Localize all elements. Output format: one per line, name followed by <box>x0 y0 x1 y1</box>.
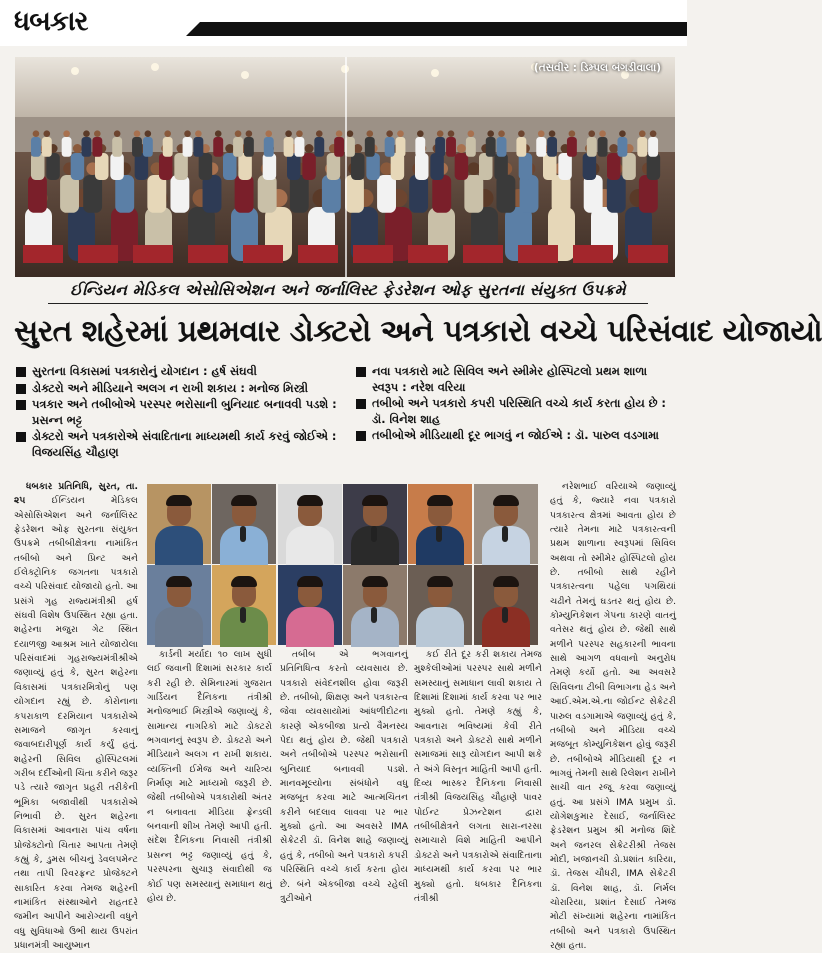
column-text: તબીબ એ ભગવાનનું પ્રતિનિધિત્વ કરતો વ્યવસાય છે. પત્રકારો સંવેદનશીલ હોવા જરૂરી છે. તબીબો, શિક્ષણ અને પત્રકારત્વ જેવા વ્યવસાયોમાં આંધળીદોટના કારણે એકબીજા પ્રત્યે વૈમનસ્ય પેદા થતું હોય છે. જેથી પત્રકારો અને તબીબોએ પરસ્પર ભરોસાની બુનિયાદ બનાવવી પડશે. માનવમૂલ્યોના સંબંધોને વધુ મજબૂત કરવા માટે આત્મચિંતન કરીને બદલાવ લાવવા પર ભાર મુક્યો હતો. આ અવસરે IMA સેક્રેટરી ડૉ. વિનેશ શાહે જણાવ્યું હતું કે, તબીબો અને પત્રકારો કપરી પરિસ્થિતિ વચ્ચે કાર્ય કરતા હોય છે. બંને એકબીજા વચ્ચે રહેલી ત્રુટીઓને <box>280 649 408 904</box>
column-text: કઈ રીતે દૂર કરી શકાય તેમજ મુશ્કેલીઓમાં પરસ્પર સાથે મળીને સમસ્યાનું સમાધાન લાવી શકાય તે દિશામાં દિશામાં કાર્ય કરવા પર ભાર મુક્યો હતો. તેમણે કહ્યું કે, આવનારા ભવિષ્યમાં કેવી રીતે પત્રકારો અને ડોક્ટરો સાથે મળીને સમાજમાં સારૂ યોગદાન આપી શકે તે અંગે વિસ્તૃત માહિતી આપી હતી. દિવ્ય ભાસ્કર દૈનિકના નિવાસી તંત્રીશ્રી વિજયસિંહ ચૌહાણે પાવર પોઈન્ટ પ્રેઝન્ટેશન દ્વારા તબીબીક્ષેત્રને લગતા સારા-નરસા સમાચારો વિશે માહિતી આપીને ડોક્ટરો અને પત્રકારોએ સંવાદિતાના માધ્યમથી કાર્ય કરવા પર ભાર મુક્યો હતો. ધબકાર દૈનિકના તંત્રીશ્રી <box>414 649 542 904</box>
speaker-portrait-grid <box>147 484 539 646</box>
quote-bullet: ડોક્ટરો અને પત્રકારોએ સંવાદિતાના માધ્યમથી કાર્ય કરવું જોઈએ : વિજયસિંહ ચૌહાણ <box>14 429 344 460</box>
column-text: ઈન્ડિયન મેડિકલ એસોસિએશન અને જર્નાલિસ્ટ ફેડરેશન ઓફ સુરતના સંયુક્ત ઉપક્રમે તબીબીક્ષેત્રના નામાંકિત તબીબો અને પ્રિન્ટ અને ઈલેક્ટ્રોનિક જગતના પત્રકારો વચ્ચે પરિસંવાદ યોજાયો હતો. આ પ્રસંગે ગૃહ રાજ્યમંત્રીશ્રી હર્ષ સંઘવી વિશેષ ઉપસ્થિત રહ્યા હતા. શહેરના મજુરા ગેટ સ્થિત દયાળજી આશ્રમ ખાતે યોજાયેલા પરિસંવાદમાં ગૃહરાજ્યમંત્રીશ્રીએ જણાવ્યું હતું કે, સુરત શહેરના વિકાસમાં પત્રકારમિત્રોનું પણ યોગદાન રહ્યું છે. કોરોનાના કપરાકાળ દરમિયાન પત્રકારોએ સમાજને જાગૃત કરવાનું જવાબદારીપૂર્ણ કાર્ય કર્યું હતું. શહેરની સિવિલ હોસ્પિટલમાં ગરીબ દર્દીઓની ચિંતા કરીને જરૂર પડે ત્યારે જાગૃત પ્રહરી તરીકેની ભૂમિકા બજાવીથી પત્રકારોએ નિભાવી છે. સુરત શહેરના વિકાસમાં આવનારા પાંચ વર્ષના પ્રોજેક્ટોનો ચિતાર આપતા તેમણે કહ્યું કે, ડુમસ બીચનું ડેવલપમેન્ટ તથા તાપી રિવરફ્રન્ટ પ્રોજેક્ટને સાકારિત કરવા તેમજ શહેરની નામાંકિત સંસ્થાઓને રાહતદરે જમીન આપીને આરોગ્યની વધુને વધુ સુવિધાઓ ઉભી થાય ઉપરાંત પ્રધાનમંત્રી આયુષ્માન <box>14 495 139 951</box>
microphone-icon <box>371 526 377 542</box>
event-photo <box>15 57 675 277</box>
key-quotes-right <box>354 364 676 445</box>
subheadline: ઈન્ડિયન મેડિકલ એસોસિએશન અને જર્નાલિસ્ટ ફેડરેશન ઓફ સુરતના સંયુક્ત ઉપક્રમે <box>48 281 648 304</box>
speaker-portrait <box>278 484 342 564</box>
microphone-icon <box>371 607 377 623</box>
quote-bullet: પત્રકાર અને તબીબોએ પરસ્પર ભરોસાની બુનિયાદ બનાવવી પડશે : પ્રસન્ન ભટ્ટ <box>14 397 344 428</box>
speaker-portrait <box>408 484 472 564</box>
speaker-portrait <box>343 565 407 645</box>
key-quotes <box>14 364 676 476</box>
speaker-portrait <box>343 484 407 564</box>
dateline: ધબકાર પ્રતિનિધિ, સુરત, તા. ૨૫ <box>14 481 138 507</box>
speaker-portrait <box>408 565 472 645</box>
masthead <box>0 0 687 46</box>
microphone-icon <box>240 607 246 623</box>
column-text: નરેશભાઈ વરિયાએ જણાવ્યું હતું કે, જ્યારે નવા પત્રકારો પત્રકારત્વ ક્ષેત્રમાં આવતા હોય છે ત્યારે તેમના માટે પત્રકારત્વની પ્રથમ શાળાના સ્વરૂપમાં સિવિલ અથવા તો સ્મીમેર હોસ્પિટલો હોય છે. તબીબો સાથે રહીને પત્રકારત્વના પહેલા પગથિયાં ચઢીને તેમનું ઘડતર થતું હોય છે. કોમ્યુનિકેશન ગેપના કારણે વાતનું વતેસર થતું હોય છે. જેથી સાથે મળીને પરસ્પર સહકારની ભાવના સાથે આગળ વધવાનો અનુરોધ તેમણે કર્યો હતો. આ અવસરે સિવિલના ટીબી વિભાગના હેડ અને આઈ.એમ.એ.ના જોઈન્ટ સેક્રેટરી પારુલ વડગામાએ જણાવ્યું હતું કે, તબીબો અને મીડિયા વચ્ચે મજબૂત કોમ્યુનિકેશન હોવું જરૂરી છે. તબીબોએ મીડિયાથી દૂર ન ભાગવું તેમની સાથે રિલેશન રાખીને સાચી વાત રજૂ કરવા જણાવ્યું હતું. આ પ્રસંગે IMA પ્રમુખ ડૉ. યોગેશકુમાર દેસાઈ, જર્નાલિસ્ટ ફેડરેશન પ્રમુખ શ્રી મનોજ શિંદે અને જનરલ સેક્રેટરીશ્રી તેજસ મોદી, ખજાનચી ડો.પ્રશાંત કારિયા, ડૉ. તેજસ ચૌધરી, IMA સેક્રેટરી ડૉ. વિનેશ શાહ, ડૉ. નિર્મલ ચોરારિયા, પ્રશાંત દેસાઈ તેમજ મોટી સંખ્યામાં શહેરના નામાંકિત તબીબો અને પત્રકારો ઉપસ્થિત રહ્યા હતા. <box>550 481 676 951</box>
quote-bullet: ડોક્ટરો અને મીડિયાને અલગ ન રાખી શકાય : મનોજ મિસ્ત્રી <box>14 381 344 397</box>
photo-credit: (તસવીર : ડિમ્પલ બંગડીવાલા) <box>533 62 661 74</box>
speaker-portrait <box>147 484 211 564</box>
article-column-3 <box>280 648 408 904</box>
article-column-5 <box>550 480 676 951</box>
article-column-2 <box>147 648 272 904</box>
key-quotes-left <box>14 364 344 461</box>
article-column-4 <box>414 648 542 904</box>
speaker-portrait <box>212 565 276 645</box>
speaker-portrait <box>278 565 342 645</box>
speaker-portrait <box>474 484 538 564</box>
article-column-1 <box>14 480 139 951</box>
quote-bullet: તબીબો અને પત્રકારો કપરી પરિસ્થિતિ વચ્ચે કાર્ય કરતા હોય છે : ડૉ. વિનેશ શાહ <box>354 396 676 427</box>
microphone-icon <box>502 526 508 542</box>
masthead-rule <box>200 22 687 36</box>
speaker-portrait <box>147 565 211 645</box>
quote-bullet: તબીબોએ મીડિયાથી દૂર ભાગવું ન જોઈએ : ડૉ. પારુલ વડગામા <box>354 428 676 444</box>
quote-bullet: સુરતના વિકાસમાં પત્રકારોનું યોગદાન : હર્ષ સંઘવી <box>14 364 344 380</box>
headline: સુરત શહેરમાં પ્રથમવાર ડોક્ટરો અને પત્રકારો વચ્ચે પરિસંવાદ યોજાયો <box>14 314 822 349</box>
speaker-portrait <box>212 484 276 564</box>
column-text: કાર્ડની મર્યાદા ૧૦ લાખ સુધી લઈ જવાની દિશામાં સરકાર કાર્ય કરી રહી છે. સેમિનારમાં ગુજરાત ગાર્ડિયન દૈનિકના તંત્રીશ્રી મનોજભાઈ મિસ્ત્રીએ જણાવ્યું કે, સામાન્ય નાગરિકો માટે ડોક્ટરો ભગવાનનું સ્વરૂપ છે. ડોક્ટરો અને મીડિયાને અલગ ન રાખી શકાય. વ્યક્તિની ઈમેજ અને ચારિત્ર્ય નિર્માણ માટે માધ્યમો જરૂરી છે. જેથી તબીબોએ પત્રકારોથી અંતર ન બનાવતા મીડિયા ફ્રેન્ડલી બનવાની શીખ તેમણે આપી હતી. સંદેશ દૈનિકના નિવાસી તંત્રીશ્રી પ્રસન્ન ભટ્ટ જણાવ્યું હતું કે, પરસ્પરના સુચારૂ સંવાદોથી જ કોઈ પણ સમસ્યાનું સમાધાન થતું હોય છે. <box>147 649 272 904</box>
newspaper-logo: ધબકાર <box>14 6 88 37</box>
quote-bullet: નવા પત્રકારો માટે સિવિલ અને સ્મીમેર હોસ્પિટલો પ્રથમ શાળા સ્વરૂપ : નરેશ વરિયા <box>354 364 676 395</box>
microphone-icon <box>502 607 508 623</box>
microphone-icon <box>436 526 442 542</box>
microphone-icon <box>240 526 246 542</box>
audience-illustration <box>15 57 675 277</box>
speaker-portrait <box>474 565 538 645</box>
